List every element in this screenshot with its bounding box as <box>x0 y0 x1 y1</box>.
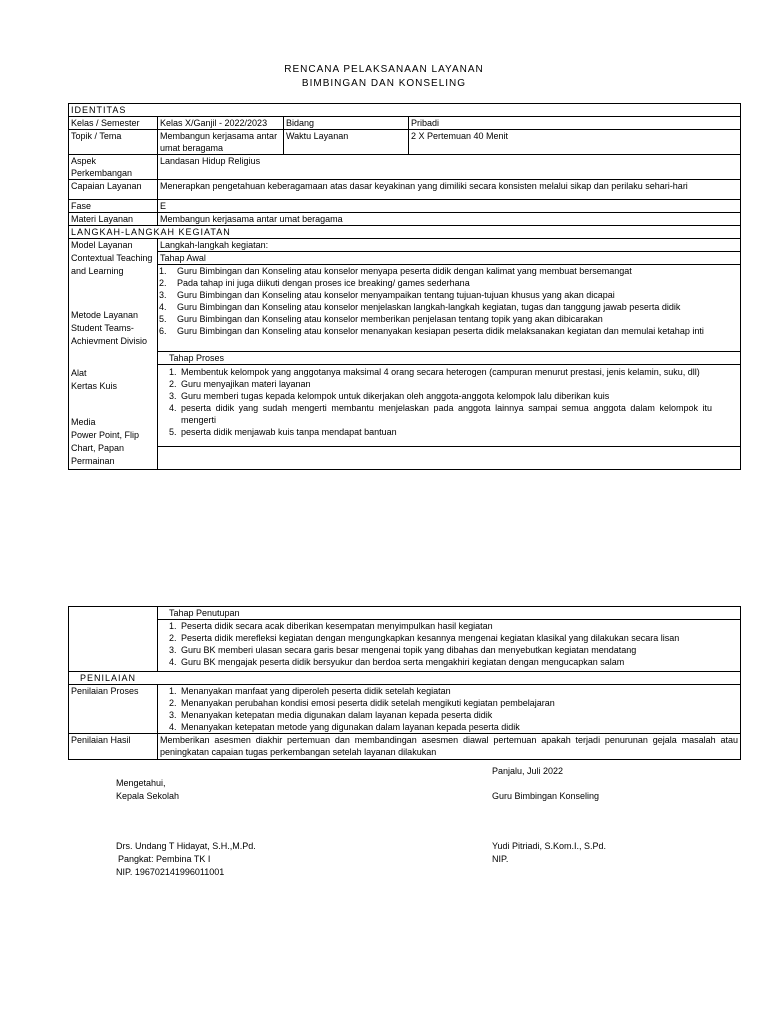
right-nip: NIP. <box>492 854 509 864</box>
left-nip: NIP. 196702141996011001 <box>116 867 225 877</box>
penilaian-proses-cell <box>158 685 741 734</box>
list-item <box>169 697 738 709</box>
penutupan-table <box>68 606 741 760</box>
list-item-number: 4. <box>169 657 177 667</box>
tahap-awal-label: Tahap Awal <box>158 251 740 264</box>
list-item-number: 2. <box>169 698 177 708</box>
list-item-number: 2. <box>159 278 167 288</box>
model-value: Contextual Teaching and Learning <box>71 253 153 276</box>
penilaian-heading: PENILAIAN <box>69 672 741 685</box>
alat-label: Alat <box>71 368 87 378</box>
list-item-number: 3. <box>169 391 177 401</box>
list-item-number: 2. <box>169 633 177 643</box>
kelas-value: Kelas X/Ganjil - 2022/2023 <box>158 117 284 130</box>
tahap-awal-list <box>158 264 740 351</box>
aspek-value: Landasan Hidup Religius <box>158 155 741 180</box>
list-item-text: Guru Bimbingan dan Konseling atau konselor menyapa peserta didik dengan kalimat yang membuat bersemangat <box>177 266 632 276</box>
list-item-number: 4. <box>169 722 177 732</box>
list-item <box>169 366 712 378</box>
penilaian-proses-label: Penilaian Proses <box>69 685 158 734</box>
fase-label: Fase <box>69 200 158 213</box>
list-item-number: 1. <box>159 266 167 276</box>
left-rank: Pangkat: Pembina TK I <box>118 854 211 864</box>
list-item-text: peserta didik menjawab kuis tanpa mendapat bantuan <box>181 427 397 437</box>
list-item-text: Peserta didik secara acak diberikan kesempatan menyimpulkan hasil kegiatan <box>181 621 493 631</box>
penilaian-hasil-label: Penilaian Hasil <box>69 734 158 760</box>
model-label: Model Layanan <box>71 240 133 250</box>
penutupan-left-blank <box>69 607 158 620</box>
list-item-number: 5. <box>169 427 177 437</box>
left-known: Mengetahui, <box>116 778 166 788</box>
identitas-heading: IDENTITAS <box>69 104 741 117</box>
list-item <box>169 426 712 438</box>
topik-label: Topik / Tema <box>69 130 158 155</box>
list-item <box>159 313 738 325</box>
list-item-text: Guru Bimbingan dan Konseling atau konselor menyampaikan tentang tujuan-tujuan khusus yang akan dicapai <box>177 290 615 300</box>
list-item-number: 1. <box>169 686 177 696</box>
list-item <box>159 265 738 277</box>
list-item-text: Guru Bimbingan dan Konseling atau konselor menjelaskan langkah-langkah kegiatan, tugas dan tanggung jawab peserta didik <box>177 302 681 312</box>
list-item-text: Peserta didik merefleksi kegiatan dengan mengungkapkan kesannya mengenai kegiatan klasikal yang dilakukan secara lisan <box>181 633 680 643</box>
penutupan-list <box>169 620 738 668</box>
langkah-right-column <box>158 239 741 470</box>
waktu-label: Waktu Layanan <box>284 130 409 155</box>
list-item <box>159 301 738 313</box>
kelas-label: Kelas / Semester <box>69 117 158 130</box>
list-item-text: Menanyakan ketepatan metode yang digunakan dalam layanan kepada peserta didik <box>181 722 520 732</box>
capaian-value: Menerapkan pengetahuan keberagamaan atas dasar keyakinan yang dimiliki secara konsisten melalui sikap dan perilaku sehari-hari <box>158 180 741 200</box>
list-item <box>169 402 712 426</box>
topik-value: Membangun kerjasama antar umat beragama <box>158 130 284 155</box>
list-item-text: Menanyakan ketepatan media digunakan dalam layanan kepada peserta didik <box>181 710 493 720</box>
list-item-text: Guru BK mengajak peserta didik bersyukur dan berdoa serta mengakhiri kegiatan dengan mengucapkan salam <box>181 657 625 667</box>
list-item-text: peserta didik yang sudah mengerti membantu menjelaskan pada anggota lainnya sampai semua anggota dalam kelompok itu mengerti <box>181 403 713 425</box>
list-item <box>169 378 712 390</box>
list-item-number: 6. <box>159 326 167 336</box>
list-item <box>169 620 738 632</box>
list-item-number: 2. <box>169 379 177 389</box>
aspek-label: Aspek Perkembangan <box>69 155 158 180</box>
list-item <box>169 656 738 668</box>
empty-row <box>158 446 740 469</box>
identitas-table <box>68 103 741 470</box>
penilaian-proses-list <box>169 685 738 733</box>
place-date: Panjalu, Juli 2022 <box>492 766 564 776</box>
list-item-number: 3. <box>169 710 177 720</box>
capaian-label: Capaian Layanan <box>69 180 158 200</box>
materi-value: Membangun kerjasama antar umat beragama <box>158 213 741 226</box>
list-item <box>159 277 738 289</box>
fase-value: E <box>158 200 741 213</box>
penutupan-label: Tahap Penutupan <box>158 607 741 620</box>
list-item <box>159 289 738 301</box>
tahap-proses-list <box>158 364 740 446</box>
left-name: Drs. Undang T Hidayat, S.H.,M.Pd. <box>116 841 256 851</box>
document-title-line2: BIMBINGAN DAN KONSELING <box>301 78 467 89</box>
list-item-number: 1. <box>169 621 177 631</box>
list-item-text: Guru memberi tugas kepada kelompok untuk dikerjakan oleh anggota-anggota kelompok lalu diberikan kuis <box>181 391 610 401</box>
list-item-text: Menanyakan perubahan kondisi emosi peserta didik setelah mengikuti kegiatan pembelajaran <box>181 698 555 708</box>
media-label: Media <box>71 417 96 427</box>
penutupan-list-cell <box>158 620 741 672</box>
list-item <box>169 390 712 402</box>
left-role: Kepala Sekolah <box>116 791 180 801</box>
materi-label: Materi Layanan <box>69 213 158 226</box>
list-item-number: 1. <box>169 367 177 377</box>
list-item <box>159 325 738 337</box>
list-item-number: 5. <box>159 314 167 324</box>
penutupan-left-blank-2 <box>69 620 158 672</box>
alat-value: Kertas Kuis <box>71 381 118 391</box>
list-item-text: Guru menyajikan materi layanan <box>181 379 311 389</box>
right-role: Guru Bimbingan Konseling <box>492 791 600 801</box>
list-item-text: Menanyakan manfaat yang diperoleh peserta didik setelah kegiatan <box>181 686 451 696</box>
list-item <box>169 644 738 656</box>
list-item-text: Guru BK memberi ulasan secara garis besar mengenai topik yang dibahas dan menyebutkan kegiatan mendatang <box>181 645 637 655</box>
metode-label: Metode Layanan <box>71 310 139 320</box>
langkah-label: Langkah-langkah kegiatan: <box>160 240 269 250</box>
document-title-line1: RENCANA PELAKSANAAN LAYANAN <box>284 64 484 75</box>
metode-value: Student Teams-Achievment Divisio <box>71 323 148 346</box>
waktu-value: 2 X Pertemuan 40 Menit <box>409 130 741 155</box>
list-item <box>169 721 738 733</box>
list-item <box>169 685 738 697</box>
list-item-text: Membentuk kelompok yang anggotanya maksimal 4 orang secara heterogen (campuran menurut prestasi, jenis kelamin, suku, dll) <box>181 367 700 377</box>
list-item-number: 4. <box>159 302 167 312</box>
penilaian-hasil-value: Memberikan asesmen diakhir pertemuan dan membandingan asesmen diawal pertemuan apakah terjadi penurunan gejala masalah atau peningkatan capaian tugas perkembangan setelah layanan dilakukan <box>158 734 741 760</box>
list-item-text: Pada tahap ini juga diikuti dengan proses ice breaking/ games sederhana <box>177 278 470 288</box>
list-item-text: Guru Bimbingan dan Konseling atau konselor menanyakan kesiapan peserta didik melaksanakan kegiatan dan memulai ketahap inti <box>177 326 704 336</box>
list-item <box>169 709 738 721</box>
list-item-number: 3. <box>159 290 167 300</box>
right-name: Yudi Pitriadi, S.Kom.I., S.Pd. <box>492 841 607 851</box>
list-item-number: 3. <box>169 645 177 655</box>
bidang-label: Bidang <box>284 117 409 130</box>
langkah-heading: LANGKAH-LANGKAH KEGIATAN <box>69 226 741 239</box>
list-item-number: 4. <box>169 403 177 413</box>
list-item <box>169 632 738 644</box>
media-value: Power Point, Flip Chart, Papan Permainan <box>71 430 140 466</box>
list-item-text: Guru Bimbingan dan Konseling atau konselor memberikan penjelasan tentang topik yang akan dibicarakan <box>177 314 603 324</box>
tahap-proses-label: Tahap Proses <box>158 351 740 364</box>
langkah-left-column <box>69 239 158 470</box>
bidang-value: Pribadi <box>409 117 741 130</box>
